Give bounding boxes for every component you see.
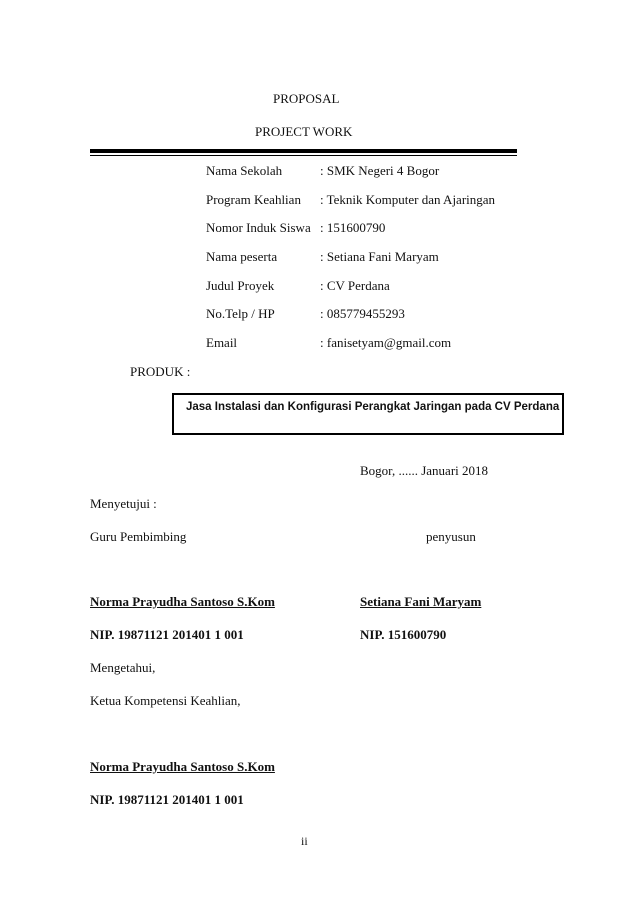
info-value-participant: : Setiana Fani Maryam [320,249,439,264]
info-label-phone: No.Telp / HP [206,306,275,321]
approval-label: Menyetujui : [90,496,157,511]
info-value-project: : CV Perdana [320,278,390,293]
author-name: Setiana Fani Maryam [360,594,482,609]
advisor-name: Norma Prayudha Santoso S.Kom [90,594,275,609]
place-date: Bogor, ...... Januari 2018 [360,463,489,478]
info-value-student-id: : 151600790 [320,220,386,235]
product-text: Jasa Instalasi dan Konfigurasi Perangkat Jaringan pada CV Perdana [186,401,560,413]
info-label-program: Program Keahlian [206,192,301,207]
author-nip: NIP. 151600790 [360,627,447,642]
info-value-school: : SMK Negeri 4 Bogor [320,163,440,178]
info-value-phone: : 085779455293 [320,306,405,321]
info-label-school: Nama Sekolah [206,163,283,178]
advisor-label: Guru Pembimbing [90,529,187,544]
info-value-program: : Teknik Komputer dan Ajaringan [320,192,496,207]
product-box [172,393,564,435]
page-number: ii [301,834,308,848]
info-label-email: Email [206,335,238,350]
acknowledgement-position: Ketua Kompetensi Keahlian, [90,693,241,708]
acknowledgement-nip: NIP. 19871121 201401 1 001 [90,792,244,807]
info-label-project: Judul Proyek [206,278,275,293]
document-title: PROPOSAL [273,91,340,106]
info-value-email: : fanisetyam@gmail.com [320,335,452,350]
header-rule-thick [90,149,517,153]
author-label: penyusun [426,529,476,544]
document-subtitle: PROJECT WORK [255,124,353,139]
acknowledgement-name: Norma Prayudha Santoso S.Kom [90,759,275,774]
header-rule-thin [90,155,517,156]
info-label-student-id: Nomor Induk Siswa [206,220,311,235]
product-label: PRODUK : [130,364,191,379]
advisor-nip: NIP. 19871121 201401 1 001 [90,627,244,642]
acknowledgement-label: Mengetahui, [90,660,156,675]
info-label-participant: Nama peserta [206,249,278,264]
